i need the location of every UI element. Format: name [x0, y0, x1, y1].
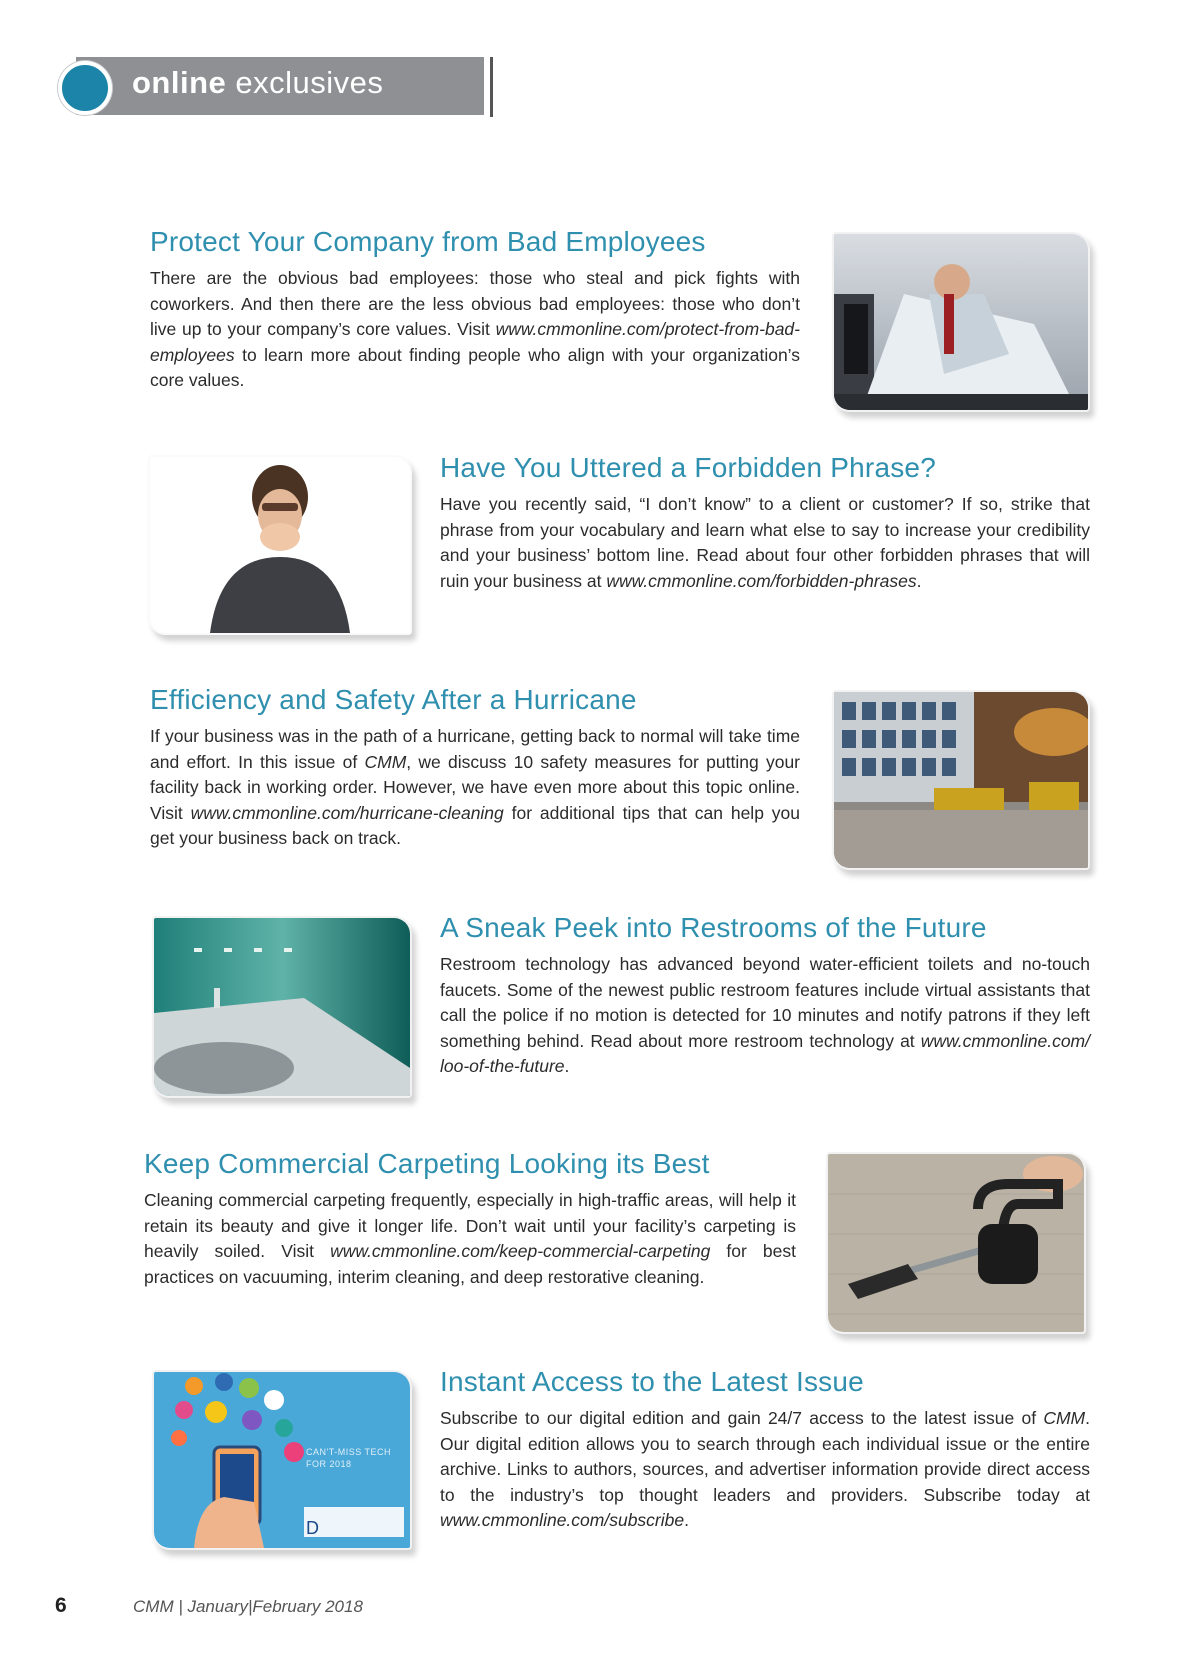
article-hurricane — [150, 684, 800, 852]
article-body: Cleaning commercial carpeting frequently, especially in high-traffic areas, will help it retain its beauty and give it longer life. Don’t wait until your facility’s carpeting is heavily soiled. Visit www.cmmonline.com/keep-commercial-carpeting for best practices on vacuuming, interim cleaning, and deep restorative cleaning. — [144, 1190, 796, 1287]
article-title: Efficiency and Safety After a Hurricane — [150, 684, 637, 715]
photo-modern-restroom — [152, 916, 412, 1098]
article-link[interactable]: www.cmmonline.com/ loo-of-the-future — [440, 1030, 1090, 1076]
circle-icon — [58, 61, 112, 115]
cover-headline-1: CAN'T-MISS TECH — [306, 1447, 392, 1457]
page-number: 6 — [55, 1594, 67, 1617]
article-link[interactable]: www.cmmonline.com/hurricane-cleaning — [190, 802, 504, 823]
article-title: Protect Your Company from Bad Employees — [150, 226, 706, 257]
article-latest-issue — [440, 1366, 1090, 1534]
issue-footer: CMM | January|February 2018 — [133, 1597, 363, 1616]
article-restrooms-future — [440, 912, 1090, 1080]
article-title: Instant Access to the Latest Issue — [440, 1366, 864, 1397]
article-body: Have you recently said, “I don’t know” to a client or customer? If so, strike that phrase from your vocabulary and learn what else to say to increase your credibility and your business’ bottom line. Read about four other forbidden phrases that will ruin your business at www.cmmonline.com/forbidden-phrases. — [440, 494, 1090, 591]
article-body: Restroom technology has advanced beyond water-efficient toilets and no-touch faucets. Some of the newest public restroom features include virtual assistants that call the police if no motion is detected for 10 minutes and notify patrons if they left something behind. Read about more restroom technology at www.cmmonline.com/ loo-of-the-future. — [440, 954, 1090, 1076]
article-title: Keep Commercial Carpeting Looking its Best — [144, 1148, 710, 1179]
banner-divider — [490, 57, 493, 117]
cover-dropcap: D — [306, 1518, 319, 1538]
article-link[interactable]: www.cmmonline.com/subscribe — [440, 1510, 685, 1530]
photo-digital-edition-cover — [152, 1370, 412, 1550]
article-link[interactable]: www.cmmonline.com/forbidden-phrases — [606, 570, 917, 591]
article-link[interactable]: www.cmmonline.com/keep-commercial-carpeting — [330, 1241, 711, 1261]
article-forbidden-phrase — [440, 452, 1090, 594]
section-title: online exclusives — [132, 65, 384, 100]
photo-vacuum-carpet — [826, 1152, 1086, 1334]
article-body: If your business was in the path of a hurricane, getting back to normal will take time and effort. In this issue of CMM, we discuss 10 safety measures for putting your facility back in working order. However, we have even more about this topic online. Visit www.cmmonline.com/hurricane-cleaning for additional tips that can help you get your business back on track. — [150, 726, 801, 848]
article-body: Subscribe to our digital edition and gain 24/7 access to the latest issue of CMM. Our digital edition allows you to search through each individual issue or the entire archive. Links to authors, sources, and advertiser information provide direct access to the industry’s top thought leaders and providers. Subscribe today at www.cmmonline.com/subscribe. — [440, 1408, 1090, 1530]
photo-flooded-street — [832, 690, 1090, 870]
article-title: A Sneak Peek into Restrooms of the Future — [440, 912, 987, 943]
photo-shocked-woman — [148, 455, 412, 635]
article-title: Have You Uttered a Forbidden Phrase? — [440, 452, 936, 483]
article-body: There are the obvious bad employees: those who steal and pick fights with coworkers. And then there are the less obvious bad employees: those who don’t live up to your company’s core values. Visit www.cmmonline.com/protect-from-bad-employees to learn more about finding people who align with your organization’s core values. — [150, 268, 800, 390]
photo-angry-businessman — [832, 232, 1090, 412]
article-carpeting — [144, 1148, 796, 1290]
cover-headline-2: FOR 2018 — [306, 1459, 352, 1469]
article-bad-employees — [150, 226, 800, 394]
article-link[interactable]: www.cmmonline.com/protect-from-bad-employees — [150, 319, 800, 365]
section-banner — [58, 57, 438, 117]
